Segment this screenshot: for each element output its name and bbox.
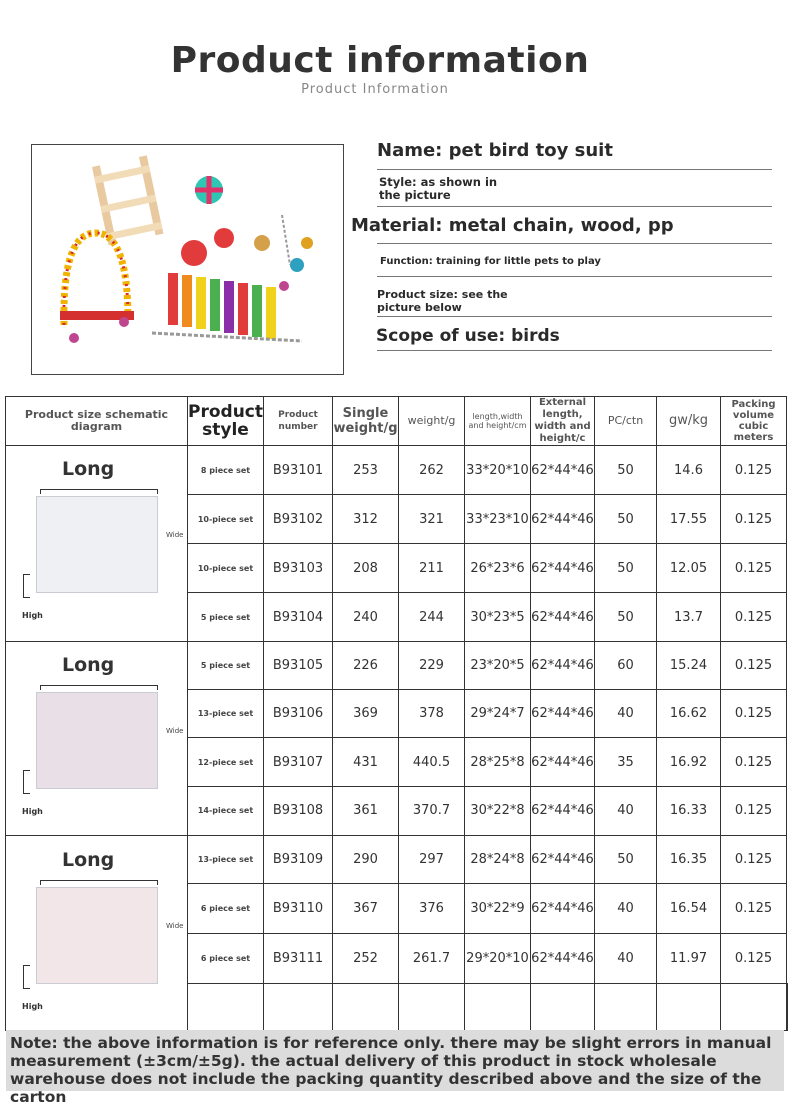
cell-single: 252 bbox=[333, 934, 399, 984]
cell-single: 226 bbox=[333, 642, 399, 690]
cell-style: 5 piece set bbox=[188, 642, 264, 690]
cell-vol: 0.125 bbox=[721, 836, 787, 884]
size-diagram-1 bbox=[6, 446, 188, 642]
cell-number: B93103 bbox=[264, 544, 333, 593]
cell-weight: 262 bbox=[399, 446, 465, 495]
cell-size: 33*20*10 bbox=[465, 446, 531, 495]
cell-number: B93104 bbox=[264, 593, 333, 642]
info-material: Material: metal chain, wood, pp bbox=[351, 215, 674, 236]
width-bracket bbox=[40, 685, 158, 690]
cell-vol: 0.125 bbox=[721, 495, 787, 544]
cell-single: 431 bbox=[333, 738, 399, 786]
cell-size: 28*25*8 bbox=[465, 738, 531, 786]
divider bbox=[377, 276, 772, 277]
info-style: Style: as shown in the picture bbox=[379, 175, 498, 202]
info-name: Name: pet bird toy suit bbox=[377, 140, 613, 161]
cell-number: B93108 bbox=[264, 786, 333, 835]
empty-cell bbox=[264, 984, 333, 1031]
height-bracket bbox=[23, 965, 30, 989]
divider bbox=[377, 316, 772, 317]
cell-weight: 440.5 bbox=[399, 738, 465, 786]
page-title: Product information bbox=[170, 40, 590, 81]
cell-ext: 62*44*46 bbox=[531, 738, 595, 786]
cell-gw: 11.97 bbox=[657, 934, 721, 984]
cell-weight: 378 bbox=[399, 690, 465, 738]
page-subtitle: Product Information bbox=[301, 82, 449, 97]
cell-weight: 229 bbox=[399, 642, 465, 690]
header-style: Product style bbox=[188, 397, 264, 446]
cell-vol: 0.125 bbox=[721, 738, 787, 786]
header-weight: weight/g bbox=[399, 397, 465, 446]
product-photo bbox=[31, 144, 344, 375]
empty-cell bbox=[531, 984, 595, 1031]
cell-pc: 40 bbox=[595, 690, 657, 738]
cell-ext: 62*44*46 bbox=[531, 446, 595, 495]
cell-pc: 50 bbox=[595, 446, 657, 495]
cell-single: 367 bbox=[333, 884, 399, 934]
cell-size: 26*23*6 bbox=[465, 544, 531, 593]
cell-number: B93110 bbox=[264, 884, 333, 934]
empty-cell bbox=[721, 984, 787, 1031]
cell-number: B93101 bbox=[264, 446, 333, 495]
table-header-row bbox=[6, 397, 788, 446]
cell-ext: 62*44*46 bbox=[531, 786, 595, 835]
header-number: Product number bbox=[264, 397, 333, 446]
width-bracket bbox=[40, 880, 158, 885]
cell-pc: 40 bbox=[595, 934, 657, 984]
cell-style: 13-piece set bbox=[188, 690, 264, 738]
empty-cell bbox=[657, 984, 721, 1031]
header-pc: PC/ctn bbox=[595, 397, 657, 446]
cell-style: 8 piece set bbox=[188, 446, 264, 495]
cell-weight: 211 bbox=[399, 544, 465, 593]
empty-cell bbox=[595, 984, 657, 1031]
header-size: length,width and height/cm bbox=[465, 397, 531, 446]
cell-size: 33*23*10 bbox=[465, 495, 531, 544]
cell-single: 240 bbox=[333, 593, 399, 642]
cell-size: 23*20*5 bbox=[465, 642, 531, 690]
cell-ext: 62*44*46 bbox=[531, 690, 595, 738]
table-row bbox=[6, 642, 788, 690]
height-bracket bbox=[23, 574, 30, 598]
cell-size: 29*20*10 bbox=[465, 934, 531, 984]
cell-gw: 17.55 bbox=[657, 495, 721, 544]
divider bbox=[377, 243, 772, 244]
diagram-long-label: Long bbox=[62, 458, 115, 480]
divider bbox=[377, 206, 772, 207]
diagram-high-label: High bbox=[22, 807, 43, 816]
cell-gw: 12.05 bbox=[657, 544, 721, 593]
cell-weight: 297 bbox=[399, 836, 465, 884]
cell-style: 12-piece set bbox=[188, 738, 264, 786]
cell-size: 30*22*9 bbox=[465, 884, 531, 934]
cell-single: 290 bbox=[333, 836, 399, 884]
cell-style: 6 piece set bbox=[188, 884, 264, 934]
diagram-high-label: High bbox=[22, 611, 43, 620]
cell-single: 361 bbox=[333, 786, 399, 835]
header-single-weight: Single weight/g bbox=[333, 397, 399, 446]
cell-style: 14-piece set bbox=[188, 786, 264, 835]
cell-ext: 62*44*46 bbox=[531, 884, 595, 934]
divider bbox=[377, 169, 772, 170]
cell-number: B93109 bbox=[264, 836, 333, 884]
cell-weight: 321 bbox=[399, 495, 465, 544]
cell-size: 29*24*7 bbox=[465, 690, 531, 738]
bird-toy-set-image bbox=[32, 145, 343, 374]
cell-ext: 62*44*46 bbox=[531, 544, 595, 593]
cell-pc: 35 bbox=[595, 738, 657, 786]
cell-size: 30*23*5 bbox=[465, 593, 531, 642]
packaged-product-image bbox=[36, 496, 158, 593]
cell-vol: 0.125 bbox=[721, 446, 787, 495]
cell-style: 10-piece set bbox=[188, 544, 264, 593]
diagram-long-label: Long bbox=[62, 848, 115, 871]
diagram-wide-label: Wide bbox=[166, 727, 184, 735]
cell-number: B93102 bbox=[264, 495, 333, 544]
cell-gw: 16.54 bbox=[657, 884, 721, 934]
size-diagram-3 bbox=[6, 836, 188, 1031]
cell-single: 208 bbox=[333, 544, 399, 593]
cell-ext: 62*44*46 bbox=[531, 495, 595, 544]
cell-gw: 16.92 bbox=[657, 738, 721, 786]
table-row bbox=[6, 836, 788, 884]
spec-table bbox=[5, 396, 788, 1031]
size-diagram-2 bbox=[6, 642, 188, 836]
cell-gw: 14.6 bbox=[657, 446, 721, 495]
cell-weight: 370.7 bbox=[399, 786, 465, 835]
cell-gw: 15.24 bbox=[657, 642, 721, 690]
width-bracket bbox=[40, 489, 158, 494]
cell-number: B93105 bbox=[264, 642, 333, 690]
empty-cell bbox=[399, 984, 465, 1031]
cell-style: 5 piece set bbox=[188, 593, 264, 642]
cell-pc: 40 bbox=[595, 786, 657, 835]
cell-vol: 0.125 bbox=[721, 690, 787, 738]
disclaimer-note bbox=[6, 1030, 784, 1106]
header-external: External length, width and height/c bbox=[531, 397, 595, 446]
empty-cell bbox=[787, 984, 788, 1031]
cell-vol: 0.125 bbox=[721, 786, 787, 835]
cell-single: 312 bbox=[333, 495, 399, 544]
cell-pc: 40 bbox=[595, 884, 657, 934]
table-row bbox=[6, 446, 788, 495]
cell-gw: 16.33 bbox=[657, 786, 721, 835]
cell-size: 30*22*8 bbox=[465, 786, 531, 835]
empty-cell bbox=[333, 984, 399, 1031]
empty-cell bbox=[465, 984, 531, 1031]
cell-number: B93107 bbox=[264, 738, 333, 786]
cell-number: B93106 bbox=[264, 690, 333, 738]
cell-pc: 60 bbox=[595, 642, 657, 690]
packaged-product-image bbox=[36, 692, 158, 789]
info-function: Function: training for little pets to play bbox=[380, 256, 601, 267]
info-size: Product size: see the picture below bbox=[377, 288, 508, 314]
header-diagram: Product size schematic diagram bbox=[6, 397, 188, 446]
cell-style: 13-piece set bbox=[188, 836, 264, 884]
cell-gw: 13.7 bbox=[657, 593, 721, 642]
cell-weight: 244 bbox=[399, 593, 465, 642]
cell-pc: 50 bbox=[595, 544, 657, 593]
cell-gw: 16.62 bbox=[657, 690, 721, 738]
cell-single: 369 bbox=[333, 690, 399, 738]
divider bbox=[377, 350, 772, 351]
height-bracket bbox=[23, 770, 30, 794]
cell-single: 253 bbox=[333, 446, 399, 495]
cell-ext: 62*44*46 bbox=[531, 836, 595, 884]
diagram-wide-label: Wide bbox=[166, 531, 184, 539]
cell-vol: 0.125 bbox=[721, 544, 787, 593]
cell-gw: 16.35 bbox=[657, 836, 721, 884]
info-scope: Scope of use: birds bbox=[376, 326, 560, 346]
cell-vol: 0.125 bbox=[721, 884, 787, 934]
cell-vol: 0.125 bbox=[721, 593, 787, 642]
cell-pc: 50 bbox=[595, 495, 657, 544]
header-packing: Packing volume cubic meters bbox=[721, 397, 787, 446]
diagram-long-label: Long bbox=[62, 654, 115, 676]
cell-ext: 62*44*46 bbox=[531, 934, 595, 984]
header-gw: gw/kg bbox=[657, 397, 721, 446]
cell-ext: 62*44*46 bbox=[531, 642, 595, 690]
cell-vol: 0.125 bbox=[721, 642, 787, 690]
cell-style: 10-piece set bbox=[188, 495, 264, 544]
diagram-high-label: High bbox=[22, 1001, 43, 1011]
cell-weight: 261.7 bbox=[399, 934, 465, 984]
cell-vol: 0.125 bbox=[721, 934, 787, 984]
cell-pc: 50 bbox=[595, 836, 657, 884]
note-text: Note: the above information is for reference only. there may be slight errors in manual measurement (±3cm/±5g). the actual delivery of this product in stock wholesale warehouse does not include the packing quantity described above and the size of the carton bbox=[10, 1034, 772, 1106]
cell-style: 6 piece set bbox=[188, 934, 264, 984]
cell-size: 28*24*8 bbox=[465, 836, 531, 884]
packaged-product-image bbox=[36, 887, 158, 984]
cell-ext: 62*44*46 bbox=[531, 593, 595, 642]
cell-pc: 50 bbox=[595, 593, 657, 642]
cell-weight: 376 bbox=[399, 884, 465, 934]
diagram-wide-label: Wide bbox=[166, 921, 184, 930]
cell-number: B93111 bbox=[264, 934, 333, 984]
empty-cell bbox=[188, 984, 264, 1031]
